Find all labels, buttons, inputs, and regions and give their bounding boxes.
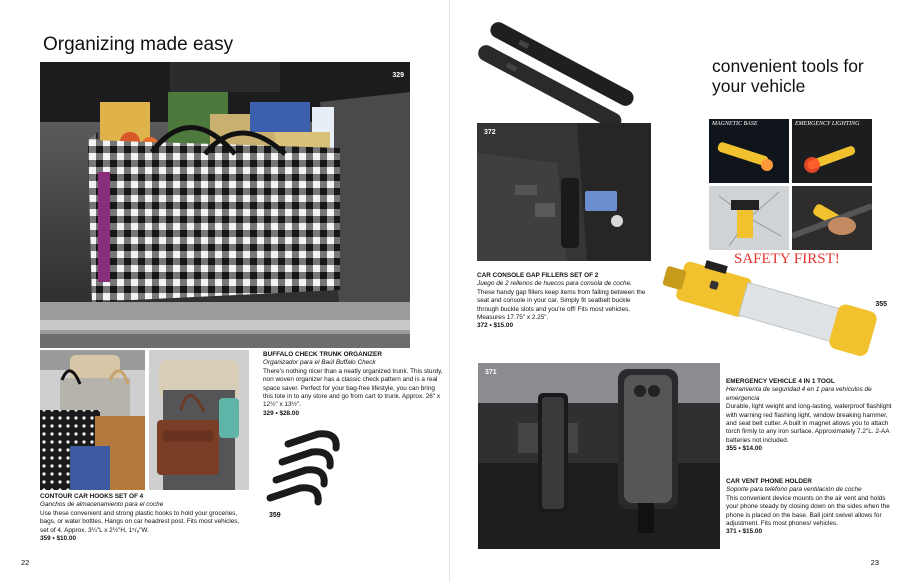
hooks-spanish: Ganchos de almacenamiento para el coche: [40, 501, 164, 509]
gap-body: These handy gap fillers keep items from falling between the seat and console in your car. Simply fit seatbelt buckle through buckle slots and you're off! Fits most vehicles. Measures 17.75" x 2.25".: [477, 288, 646, 322]
emergency-tile-lighting: [792, 119, 872, 183]
trunk-organizer-description: [263, 351, 446, 418]
right-page: [450, 0, 900, 582]
phone-holder-photo: [478, 363, 720, 549]
gap-spanish: Juego de 2 rellenos de huecos para consola de coche.: [477, 280, 632, 288]
phone-body: This convenient device mounts on the air vent and holds your phone steady by closing down on the sides when the phone is placed on the base. Ball joint swivel allows for adjustment. Fits most phones/ vehicles.: [726, 494, 890, 528]
emergency-flashlight-graphic: [655, 253, 895, 371]
safety-first-text: SAFETY FIRST!: [734, 251, 840, 267]
left-heading: Organizing made easy: [43, 34, 234, 55]
phone-price: 371 • $15.00: [726, 528, 762, 536]
emergency-item-number: 355: [875, 301, 887, 308]
gap-price: 372 • $15.00: [477, 322, 513, 330]
contour-hooks-graphic: [258, 424, 358, 524]
gap-filler-photo: [477, 123, 651, 261]
hooks-photo-purse: [149, 350, 249, 490]
hooks-photo-bags: [40, 350, 145, 490]
phone-title: CAR VENT PHONE HOLDER: [726, 478, 812, 485]
phone-item-number: 371: [485, 369, 497, 376]
gap-title: CAR CONSOLE GAP FILLERS SET OF 2: [477, 272, 599, 279]
emergency-title: EMERGENCY VEHICLE 4 IN 1 TOOL: [726, 378, 835, 385]
hooks-price: 359 • $10.00: [40, 535, 76, 543]
hooks-title: CONTOUR CAR HOOKS SET OF 4: [40, 493, 144, 500]
trunk-item-number: 329: [392, 72, 404, 79]
trunk-price: 329 • $28.00: [263, 409, 299, 417]
tile-lighting-label: EMERGENCY LIGHTING: [795, 121, 860, 127]
phone-spanish: Soporte para teléfono para ventilación de coche: [726, 486, 862, 494]
trunk-spanish: Organizador para el Baúl Buffalo Check: [263, 359, 376, 367]
trunk-body: There's nothing nicer than a neatly organized trunk. This sturdy, non woven organizer has a classic check pattern and is a real space saver. Perfect for your bag-free lifestyle, you can bring this tote in to any store and go from cart to trunk. Approx. 26" x 12½" x 13½".: [263, 367, 443, 409]
trunk-organizer-photo: [40, 62, 410, 348]
emergency-body: Durable, light weight and long-lasting, waterproof flashlight with warning red flashing light, window breaking hammer, and seat belt cutter. A built in magnet allows you to attach torch firmly to any iron surface. Approximately 7.2"L. 2-AA batteries not included.: [726, 403, 892, 444]
gap-filler-product-graphic: [468, 20, 643, 130]
emergency-price: 355 • $14.00: [726, 445, 762, 453]
emergency-tool-description: [726, 378, 894, 454]
emergency-spanish: Herramienta de seguridad 4 en 1 para vehículos de emergencia: [726, 386, 872, 402]
left-page-number: 22: [21, 558, 30, 567]
hooks-body: Use these convenient and strong plastic hooks to hold your groceries, bags, or water bottles. Hangs on car headrest post. Fits most vehicles, set of 4. Approx. 3¼"L x 2½"H, 1⁵/₈"W.: [40, 509, 240, 534]
tile-magnetic-label: MAGNETIC BASE: [712, 121, 758, 127]
hooks-item-number: 359: [269, 512, 281, 519]
gap-item-number: 372: [484, 129, 496, 136]
trunk-title: BUFFALO CHECK TRUNK ORGANIZER: [263, 351, 382, 358]
emergency-tile-magnetic: [709, 119, 789, 183]
right-heading: convenient tools for your vehicle: [712, 56, 864, 97]
gap-filler-description: [477, 272, 652, 331]
emergency-tile-hammer: [709, 186, 789, 250]
right-page-number: 23: [870, 558, 879, 567]
hooks-description: [40, 493, 246, 543]
emergency-tile-cutter: [792, 186, 872, 250]
phone-holder-description: [726, 478, 894, 537]
